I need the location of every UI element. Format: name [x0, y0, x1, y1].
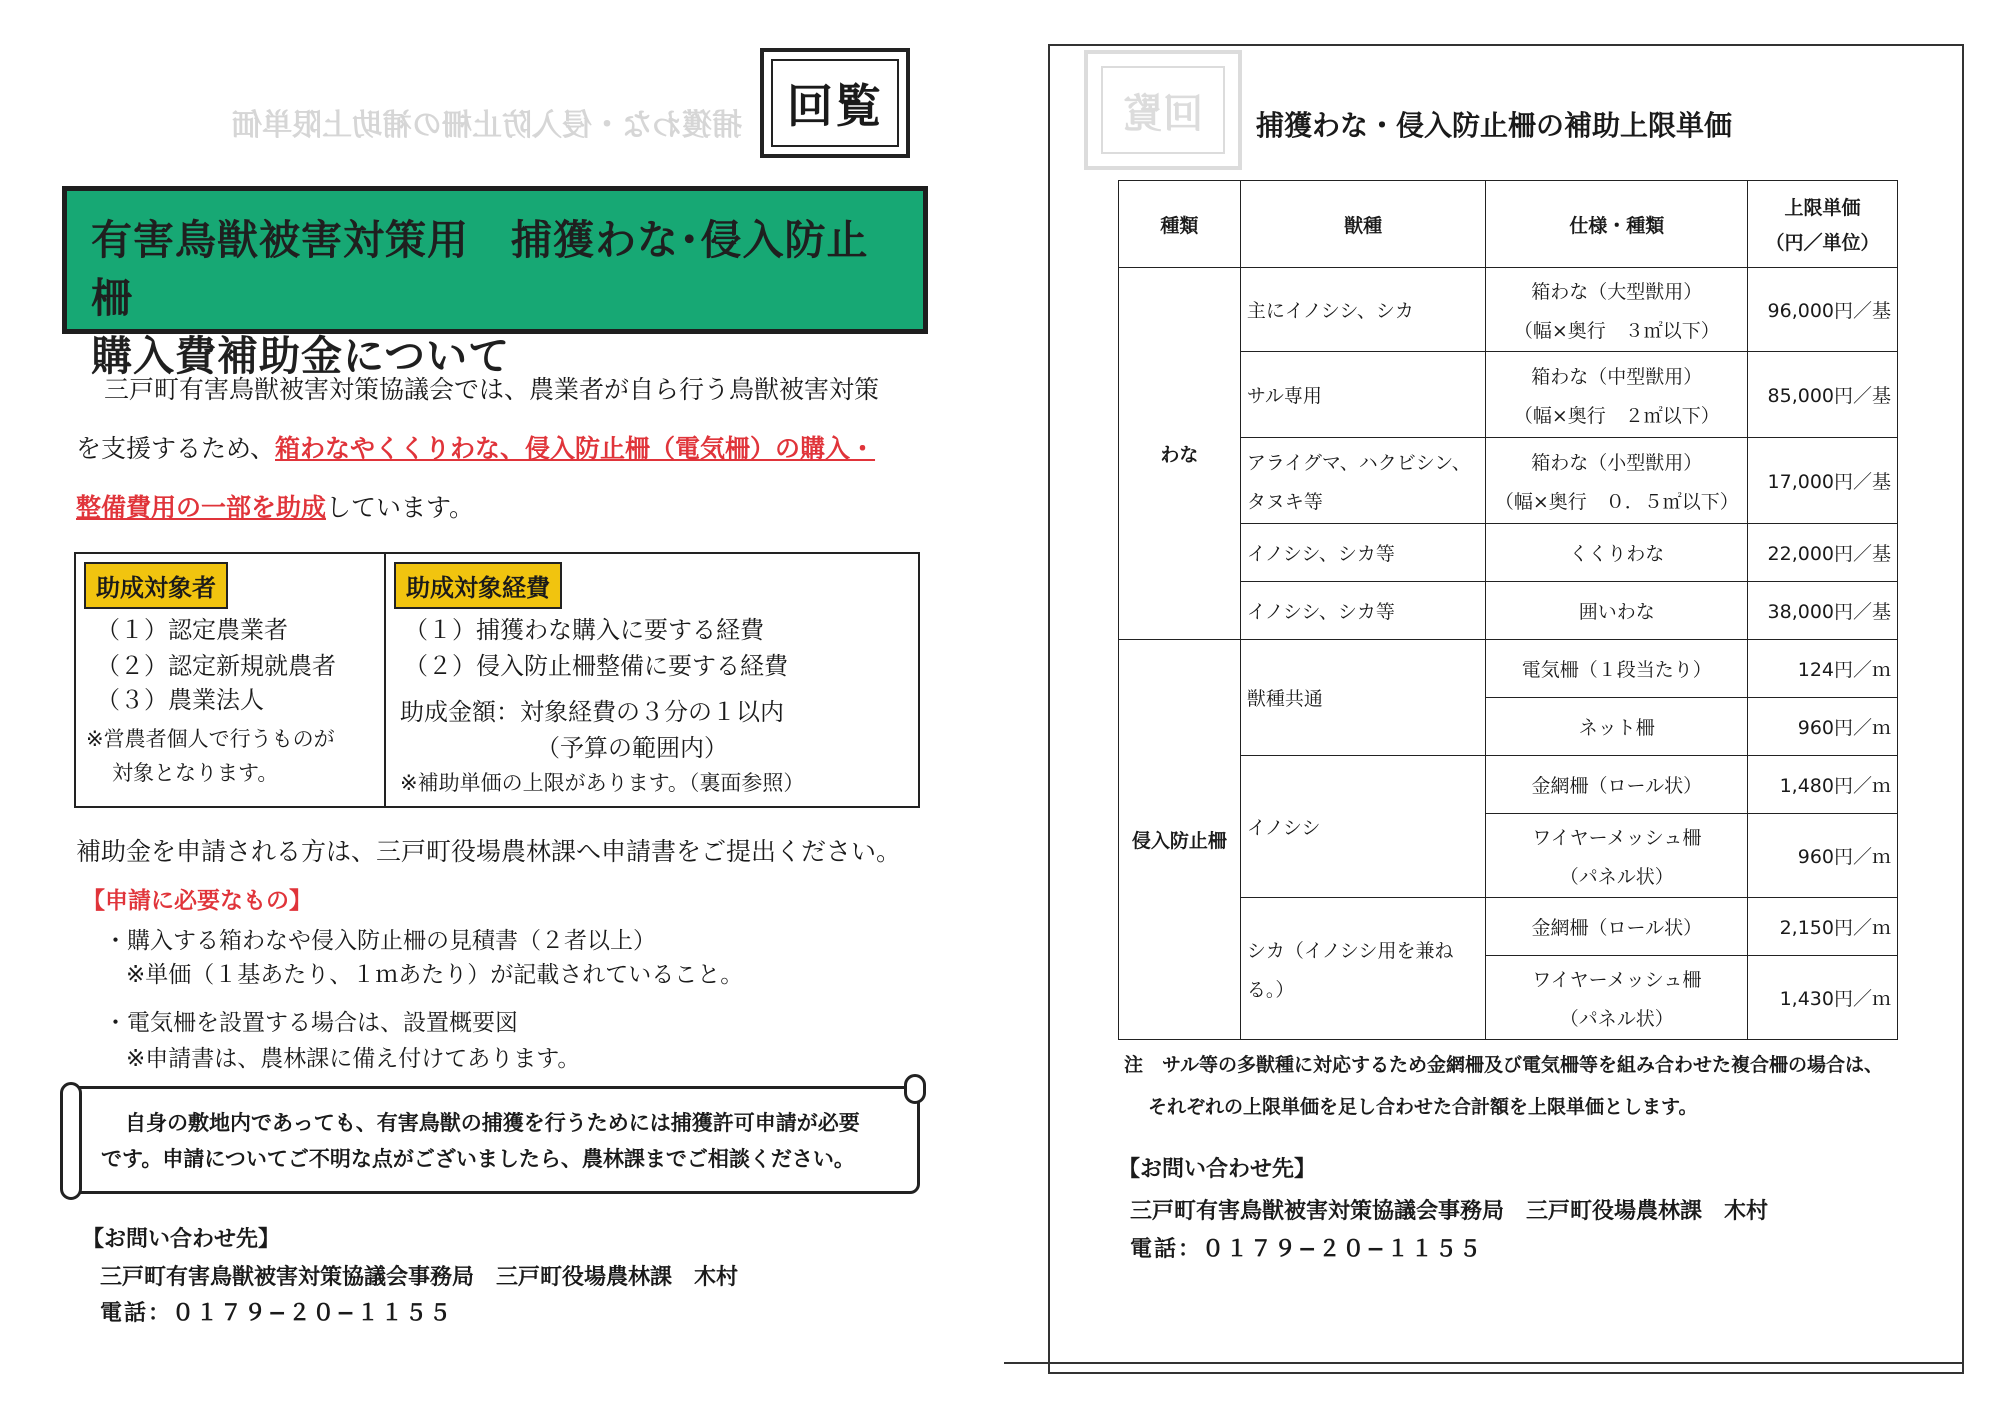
flyer-title-line2: 購入費補助金について	[91, 332, 511, 380]
price-cell: 96,000円／基	[1748, 268, 1898, 352]
intro-line3	[76, 478, 936, 537]
price-cell: 960円／ｍ	[1748, 814, 1898, 898]
spec-main: 箱わな（小型獣用）	[1531, 451, 1703, 474]
intro-highlight-2: 整備費用の一部を助成	[76, 493, 327, 522]
price-cell: 1,430円／ｍ	[1748, 956, 1898, 1040]
target-item: （２）認定新規就農者	[96, 652, 336, 680]
spec-size: （パネル状）	[1559, 1007, 1674, 1030]
animal-cell	[1240, 438, 1486, 524]
subsidy-price-table	[1118, 180, 1898, 1040]
header-price-label: 上限単価	[1784, 197, 1861, 219]
contact-organization: 三戸町有害鳥獣被害対策協議会事務局 三戸町役場農林課 木村	[1130, 1199, 1769, 1224]
spec-main: ワイヤーメッシュ柵	[1532, 968, 1702, 991]
spec-cell	[1486, 956, 1748, 1040]
requirements-title: 【申請に必要なもの】	[82, 888, 312, 914]
animal-line: アライグマ、ハクビシン、	[1246, 451, 1471, 474]
ghost-kairan-label: 回覧	[1101, 66, 1225, 154]
contact-phone: 電話：０１７９−２０−１１５５	[1130, 1237, 1483, 1262]
eligibility-box	[74, 552, 920, 808]
category-trap: わな	[1119, 268, 1241, 640]
intro-highlight: 箱わなやくくりわな、侵入防止柵（電気柵）の購入・	[275, 434, 876, 463]
table-header-row	[1119, 181, 1898, 268]
scroll-curl-left	[60, 1082, 82, 1200]
price-cell: 17,000円／基	[1748, 438, 1898, 524]
target-recipients-tag: 助成対象者	[84, 562, 228, 609]
spec-cell: 金網柵（ロール状）	[1486, 898, 1748, 956]
price-cell: 85,000円／基	[1748, 352, 1898, 438]
spec-main: 箱わな（大型獣用）	[1531, 280, 1703, 303]
spec-size: （パネル状）	[1559, 865, 1674, 888]
spec-cell	[1486, 268, 1748, 352]
requirement-item: ・購入する箱わなや侵入防止柵の見積書（２者以上）	[104, 928, 656, 954]
contact-phone: 電話：０１７９−２０−１１５５	[100, 1301, 453, 1326]
animal-cell: 獣種共通	[1240, 640, 1486, 756]
animal-cell: イノシシ	[1240, 756, 1486, 898]
target-item: （３）農業法人	[96, 686, 264, 714]
spec-cell	[1486, 352, 1748, 438]
eligibility-divider	[384, 554, 386, 806]
header-price	[1748, 181, 1898, 268]
spec-cell: ネット柵	[1486, 698, 1748, 756]
subsidy-budget-note: （予算の範囲内）	[536, 734, 728, 762]
capture-permit-notice	[70, 1086, 920, 1194]
animal-line: る。）	[1246, 978, 1295, 1001]
contact-title: 【お問い合わせ先】	[1118, 1157, 1317, 1182]
apply-instruction: 補助金を申請される方は、三戸町役場農林課へ申請書をご提出ください。	[76, 837, 902, 866]
animal-cell	[1240, 898, 1486, 1040]
price-cell: 124円／ｍ	[1748, 640, 1898, 698]
contact-organization: 三戸町有害鳥獣被害対策協議会事務局 三戸町役場農林課 木村	[100, 1265, 739, 1290]
ghost-title-bleed: 捕獲わな・侵入防止柵の補助上限単価	[232, 108, 742, 143]
price-cell: 22,000円／基	[1748, 524, 1898, 582]
spec-main: 箱わな（中型獣用）	[1531, 365, 1703, 388]
price-cell: 960円／ｍ	[1748, 698, 1898, 756]
animal-cell: イノシシ、シカ等	[1240, 582, 1486, 640]
header-animal: 獣種	[1240, 181, 1486, 268]
spec-cell	[1486, 814, 1748, 898]
header-spec: 仕様・種類	[1486, 181, 1748, 268]
ghost-kairan-stamp	[1084, 50, 1242, 170]
target-expenses-tag: 助成対象経費	[394, 562, 562, 609]
price-cell: 1,480円／ｍ	[1748, 756, 1898, 814]
table-row	[1119, 640, 1898, 698]
unit-price-note: ※補助単価の上限があります。（裏面参照）	[400, 771, 805, 795]
kairan-stamp-label: 回覧	[771, 59, 899, 147]
flyer-title-line1: 有害鳥獣被害対策用 捕獲わな･侵入防止柵	[91, 216, 869, 322]
target-note: ※営農者個人で行うものが	[86, 727, 335, 751]
animal-line: タヌキ等	[1246, 490, 1323, 513]
target-note: 対象となります。	[112, 761, 279, 785]
price-cell: 38,000円／基	[1748, 582, 1898, 640]
header-kind: 種類	[1119, 181, 1241, 268]
spec-main: ワイヤーメッシュ柵	[1532, 826, 1702, 849]
spec-cell: 囲いわな	[1486, 582, 1748, 640]
price-cell: 2,150円／ｍ	[1748, 898, 1898, 956]
spec-size: （幅×奥行 ２㎡以下）	[1513, 404, 1720, 427]
requirement-note: ※申請書は、農林課に備え付けてあります。	[126, 1046, 581, 1072]
intro-paragraph	[76, 360, 936, 537]
contact-title: 【お問い合わせ先】	[82, 1227, 281, 1252]
category-fence: 侵入防止柵	[1119, 640, 1241, 1040]
table-footnote: 注 サル等の多獣種に対応するため金網柵及び電気柵等を組み合わせた複合柵の場合は、	[1124, 1054, 1884, 1076]
spec-cell	[1486, 438, 1748, 524]
kairan-stamp	[760, 48, 910, 158]
notice-line2: です。申請についてご不明な点がございましたら、農林課までご相談ください。	[101, 1147, 855, 1171]
spec-cell: 電気柵（１段当たり）	[1486, 640, 1748, 698]
expense-item: （２）侵入防止柵整備に要する経費	[404, 652, 788, 680]
table-row	[1119, 268, 1898, 352]
target-item: （１）認定農業者	[96, 616, 288, 644]
notice-line1: 自身の敷地内であっても、有害鳥獣の捕獲を行うためには捕獲許可申請が必要	[125, 1111, 860, 1135]
spec-cell: 金網柵（ロール状）	[1486, 756, 1748, 814]
animal-line: シカ（イノシシ用を兼ね	[1246, 939, 1454, 962]
requirement-item: ・電気柵を設置する場合は、設置概要図	[104, 1010, 518, 1036]
header-price-unit: （円／単位）	[1765, 232, 1880, 254]
animal-cell: サル専用	[1240, 352, 1486, 438]
flyer-title-box	[62, 186, 928, 380]
intro-line3-text: しています。	[326, 493, 475, 522]
spec-size: （幅×奥行 ０．５㎡以下）	[1494, 490, 1739, 513]
intro-line1: 三戸町有害鳥獣被害対策協議会では、農業者が自ら行う鳥獣被害対策	[104, 375, 880, 404]
spec-cell: くくりわな	[1486, 524, 1748, 582]
animal-cell: 主にイノシシ、シカ	[1240, 268, 1486, 352]
animal-cell: イノシシ、シカ等	[1240, 524, 1486, 582]
table-footnote: それぞれの上限単価を足し合わせた合計額を上限単価とします。	[1148, 1096, 1698, 1118]
page-bottom-rule	[1004, 1362, 1964, 1364]
price-table-title: 捕獲わな・侵入防止柵の補助上限単価	[1256, 109, 1733, 142]
intro-line2-text: を支援するため、	[76, 434, 276, 463]
scroll-curl-right	[904, 1074, 926, 1104]
expense-item: （１）捕獲わな購入に要する経費	[404, 616, 764, 644]
intro-line2	[76, 419, 936, 478]
spec-size: （幅×奥行 ３㎡以下）	[1513, 319, 1720, 342]
requirement-note: ※単価（１基あたり、１ｍあたり）が記載されていること。	[126, 962, 744, 988]
subsidy-amount: 助成金額：対象経費の３分の１以内	[400, 698, 784, 726]
